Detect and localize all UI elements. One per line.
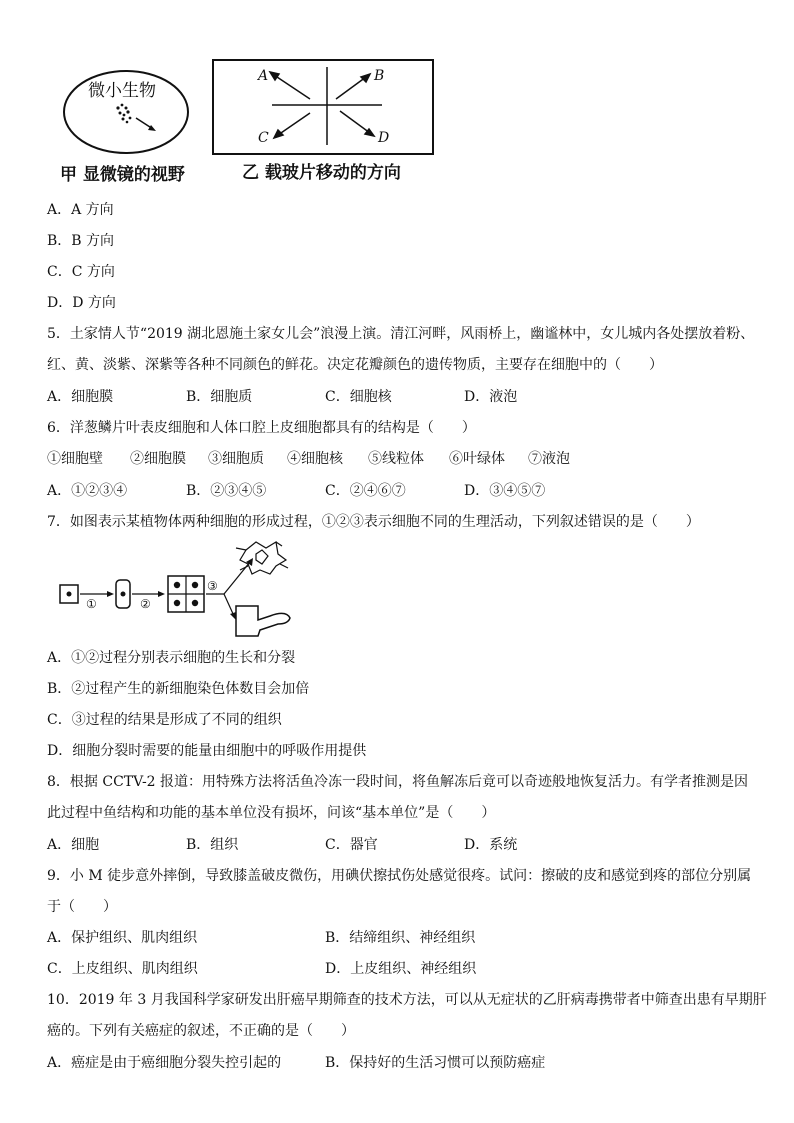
- q6-item-2: ②细胞膜: [130, 451, 186, 467]
- q10-option-b: B．保持好的生活习惯可以预防癌症: [325, 1055, 546, 1071]
- q6-item-3: ③细胞质: [208, 451, 264, 467]
- q10-option-a: A．癌症是由于癌细胞分裂失控引起的: [47, 1055, 282, 1071]
- slide-direction-figure: [212, 59, 434, 155]
- q9-stem-line-2: 于（ ）: [47, 899, 117, 915]
- q5-stem-line-1: 5．土家情人节“2019 湖北恩施土家女儿会”浪漫上演。清江河畔，风雨桥上，幽谧林中，女儿城内各处摆放着粉、: [47, 326, 755, 342]
- q8-option-b: B．组织: [186, 837, 239, 853]
- q9-stem-line-1: 9．小 M 徒步意外摔倒，导致膝盖破皮微伤，用碘伏擦拭伤处感觉很疼。试问：擦破的皮和感觉到疼的部位分别属: [47, 868, 752, 884]
- q6-item-6: ⑥叶绿体: [449, 451, 505, 467]
- q7-option-a: A．①②过程分别表示细胞的生长和分裂: [47, 650, 296, 666]
- q4-option-c: C．C 方向: [47, 264, 115, 280]
- q9-option-b: B．结缔组织、神经组织: [325, 930, 476, 946]
- q5-option-b: B．细胞质: [186, 389, 253, 405]
- q7-option-b: B．②过程产生的新细胞染色体数目会加倍: [47, 681, 310, 697]
- direction-label-d: D: [378, 130, 390, 146]
- q9-option-c: C．上皮组织、肌肉组织: [47, 961, 198, 977]
- direction-label-b: B: [374, 68, 385, 84]
- q4-option-a: A．A 方向: [47, 202, 114, 218]
- q6-option-b: B．②③④⑤: [186, 483, 267, 499]
- q7-stem: 7．如图表示某植物体两种细胞的形成过程，①②③表示细胞不同的生理活动，下列叙述错误的是（ ）: [47, 514, 700, 530]
- q6-item-5: ⑤线粒体: [368, 451, 424, 467]
- q10-stem-line-1: 10．2019 年 3 月我国科学家研发出肝癌早期筛查的技术方法，可以从无症状的乙肝病毒携带者中筛查出患有早期肝: [47, 992, 767, 1008]
- q4-option-d: D．D 方向: [47, 295, 116, 311]
- q5-stem-line-2: 红、黄、淡紫、深紫等各种不同颜色的鲜花。决定花瓣颜色的遗传物质，主要存在细胞中的（ ）: [47, 357, 663, 373]
- q6-option-c: C．②④⑥⑦: [325, 483, 406, 499]
- q8-stem-line-2: 此过程中鱼结构和功能的基本单位没有损坏，问该“基本单位”是（ ）: [47, 805, 496, 821]
- q7-step-1: ①: [86, 597, 97, 611]
- q8-option-a: A．细胞: [47, 837, 100, 853]
- direction-label-a: A: [258, 68, 269, 84]
- q6-stem: 6．洋葱鳞片叶表皮细胞和人体口腔上皮细胞都具有的结构是（ ）: [47, 420, 476, 436]
- q6-item-1: ①细胞壁: [47, 451, 103, 467]
- q8-stem-line-1: 8．根据 CCTV-2 报道：用特殊方法将活鱼冷冻一段时间，将鱼解冻后竟可以奇迹般地恢复活力。有学者推测是因: [47, 774, 749, 790]
- q9-option-d: D．上皮组织、神经组织: [325, 961, 477, 977]
- q5-option-d: D．液泡: [464, 389, 518, 405]
- caption-slide-direction: 乙 载玻片移动的方向: [242, 163, 401, 183]
- q10-stem-line-2: 癌的。下列有关癌症的叙述，不正确的是（ ）: [47, 1023, 355, 1039]
- q6-option-a: A．①②③④: [47, 483, 128, 499]
- q5-option-a: A．细胞膜: [47, 389, 114, 405]
- q9-option-a: A．保护组织、肌肉组织: [47, 930, 198, 946]
- q4-option-b: B．B 方向: [47, 233, 115, 249]
- q7-option-d: D．细胞分裂时需要的能量由细胞中的呼吸作用提供: [47, 743, 367, 759]
- q6-item-7: ⑦液泡: [528, 451, 570, 467]
- q7-step-2: ②: [140, 597, 151, 611]
- q8-option-c: C．器官: [325, 837, 378, 853]
- q6-option-d: D．③④⑤⑦: [464, 483, 546, 499]
- q6-item-4: ④细胞核: [287, 451, 343, 467]
- ellipse-label: 微小生物: [88, 81, 156, 101]
- q7-option-c: C．③过程的结果是形成了不同的组织: [47, 712, 282, 728]
- q5-option-c: C．细胞核: [325, 389, 392, 405]
- cell-formation-diagram: [56, 540, 316, 642]
- caption-microscope-view: 甲 显微镜的视野: [60, 165, 185, 185]
- q7-step-3: ③: [207, 579, 218, 593]
- q8-option-d: D．系统: [464, 837, 518, 853]
- direction-label-c: C: [258, 130, 269, 146]
